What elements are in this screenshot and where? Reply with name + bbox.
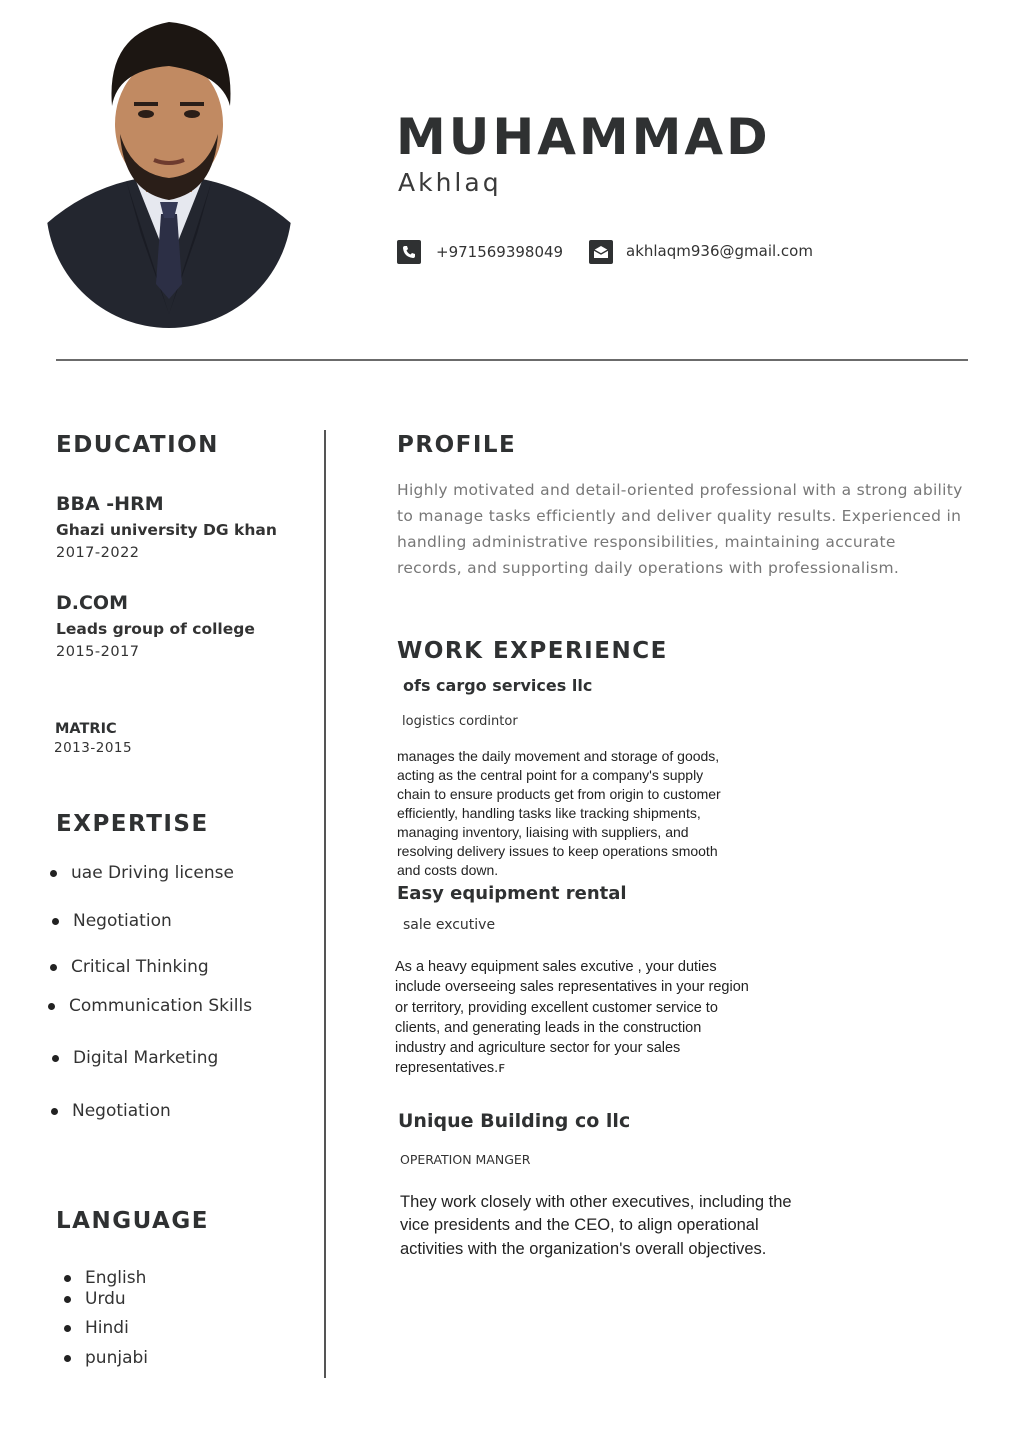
- language-item: punjabi: [85, 1348, 148, 1368]
- job-company: ofs cargo services llc: [403, 676, 593, 695]
- bullet-icon: [64, 1275, 71, 1282]
- expertise-item: Communication Skills: [69, 996, 253, 1016]
- education-school: Leads group of college: [56, 620, 255, 638]
- list-item: [64, 1348, 148, 1368]
- language-title: LANGUAGE: [56, 1208, 209, 1234]
- education-years: 2015-2017: [56, 644, 140, 660]
- profile-text: Highly motivated and detail-oriented professional with a strong ability to manage tasks efficiently and deliver quality results. Experienced in handling administrative responsibilities, maintaining accurate records, and supporting daily operations with professionalism.: [397, 481, 963, 577]
- expertise-title: EXPERTISE: [56, 811, 209, 837]
- email-address[interactable]: akhlaqm936@gmail.com: [626, 242, 813, 260]
- profile-photo: [46, 14, 292, 328]
- job-role: sale excutive: [403, 917, 496, 933]
- list-item: [64, 1268, 146, 1288]
- education-degree: D.COM: [56, 592, 128, 614]
- job-company: Unique Building co llc: [398, 1110, 631, 1132]
- list-item: [64, 1318, 129, 1338]
- bullet-icon: [64, 1325, 71, 1332]
- expertise-item: Digital Marketing: [73, 1048, 219, 1068]
- profile-title: PROFILE: [397, 432, 517, 458]
- bullet-icon: [52, 918, 59, 925]
- language-item: Urdu: [85, 1289, 126, 1309]
- list-item: [52, 911, 172, 931]
- job-description: manages the daily movement and storage of goods, acting as the central point for a company's supply chain to ensure products get from origin to customer efficiently, handling tasks like tracking shipments, managing inventory, liaising with suppliers, and resolving delivery issues to keep operations smooth and costs down.: [397, 748, 721, 878]
- list-item: [48, 996, 252, 1016]
- expertise-item: Negotiation: [72, 1101, 171, 1121]
- language-item: Hindi: [85, 1318, 129, 1338]
- job-role: OPERATION MANGER: [400, 1152, 531, 1167]
- list-item: [50, 957, 209, 977]
- list-item: [50, 863, 234, 883]
- bullet-icon: [50, 964, 57, 971]
- bullet-icon: [52, 1055, 59, 1062]
- column-divider: [324, 430, 326, 1378]
- education-degree: BBA -HRM: [56, 493, 164, 515]
- job-company: Easy equipment rental: [397, 883, 627, 904]
- education-years: 2017-2022: [56, 545, 140, 561]
- education-school: Ghazi university DG khan: [56, 521, 277, 539]
- job-description: They work closely with other executives, including the vice presidents and the CEO, to align operational activities with the organization's overall objectives.: [400, 1193, 792, 1258]
- list-item: [51, 1101, 171, 1121]
- bullet-icon: [48, 1003, 55, 1010]
- name-first: MUHAMMAD: [396, 108, 771, 166]
- bullet-icon: [64, 1355, 71, 1362]
- phone-number[interactable]: +971569398049: [436, 243, 564, 261]
- job-role: logistics cordintor: [402, 714, 518, 729]
- expertise-item: Critical Thinking: [71, 957, 209, 977]
- header-divider: [56, 359, 968, 361]
- name-last: Akhlaq: [398, 168, 502, 197]
- job-description: As a heavy equipment sales excutive , your duties include overseeing sales representatives in your region or territory, providing excellent customer service to clients, and generating leads in the construction industry and agriculture sector for your sales representatives.ꜰ: [395, 959, 749, 1077]
- education-years: 2013-2015: [54, 740, 133, 756]
- bullet-icon: [51, 1108, 58, 1115]
- bullet-icon: [64, 1296, 71, 1303]
- work-title: WORK EXPERIENCE: [397, 638, 668, 664]
- expertise-item: Negotiation: [73, 911, 172, 931]
- phone-icon: [397, 240, 421, 264]
- list-item: [64, 1289, 126, 1309]
- mail-icon: [589, 240, 613, 264]
- list-item: [52, 1048, 218, 1068]
- expertise-item: uae Driving license: [71, 863, 234, 883]
- language-item: English: [85, 1268, 147, 1288]
- education-degree: MATRIC: [55, 721, 117, 737]
- bullet-icon: [50, 870, 57, 877]
- education-title: EDUCATION: [56, 432, 219, 458]
